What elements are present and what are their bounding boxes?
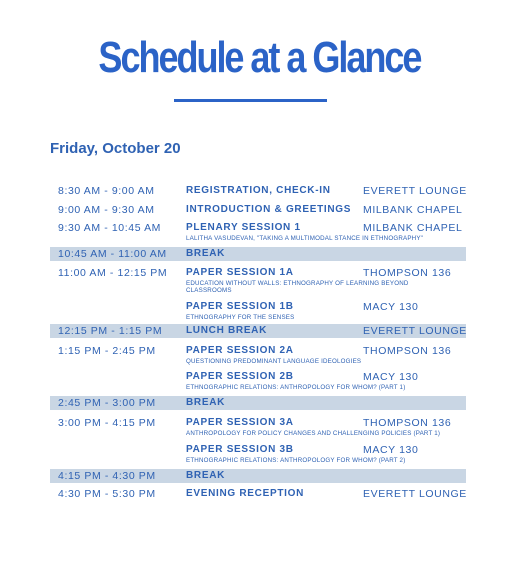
- row-detail: ETHNOGRAPHIC RELATIONS: ANTHROPOLOGY FOR WHOM? (PART 1): [186, 384, 406, 391]
- day-heading: Friday, October 20: [50, 140, 181, 157]
- schedule-row: [50, 266, 466, 294]
- schedule-row-break: [50, 324, 466, 338]
- row-time: 12:15 PM - 1:15 PM: [58, 325, 163, 337]
- row-detail: ETHNOGRAPHY FOR THE SENSES: [186, 314, 295, 321]
- row-detail: ETHNOGRAPHIC RELATIONS: ANTHROPOLOGY FOR WHOM? (PART 2): [186, 457, 406, 464]
- row-time: 10:45 AM - 11:00 AM: [58, 248, 167, 260]
- row-event: REGISTRATION, CHECK-IN: [186, 185, 331, 196]
- row-time: 1:15 PM - 2:45 PM: [58, 345, 156, 357]
- row-location: MACY 130: [363, 371, 419, 383]
- schedule-row: [50, 221, 466, 243]
- row-time: 4:30 PM - 5:30 PM: [58, 488, 156, 500]
- title-underline: [174, 99, 327, 102]
- row-time: 4:15 PM - 4:30 PM: [58, 470, 156, 482]
- row-time: 8:30 AM - 9:00 AM: [58, 185, 155, 197]
- row-event: LUNCH BREAK: [186, 325, 268, 336]
- row-location: THOMPSON 136: [363, 417, 452, 429]
- row-event: INTRODUCTION & GREETINGS: [186, 204, 352, 215]
- row-time: 3:00 PM - 4:15 PM: [58, 417, 156, 429]
- row-event: PAPER SESSION 3A: [186, 417, 294, 428]
- row-event: EVENING RECEPTION: [186, 488, 305, 499]
- row-event: PAPER SESSION 1B: [186, 301, 294, 312]
- row-event: PAPER SESSION 2B: [186, 371, 294, 382]
- row-event: PAPER SESSION 2A: [186, 345, 294, 356]
- row-location: MILBANK CHAPEL: [363, 204, 463, 216]
- row-event: PLENARY SESSION 1: [186, 222, 301, 233]
- page-title: Schedule at a Glance: [98, 33, 421, 82]
- schedule-row: [50, 344, 466, 366]
- row-location: MILBANK CHAPEL: [363, 222, 463, 234]
- row-time: 2:45 PM - 3:00 PM: [58, 397, 156, 409]
- schedule-row-break: [50, 247, 466, 261]
- row-time: 11:00 AM - 12:15 PM: [58, 267, 168, 279]
- schedule-row: [50, 184, 466, 198]
- schedule-row-break: [50, 396, 466, 410]
- row-event: PAPER SESSION 1A: [186, 267, 294, 278]
- schedule-row: [50, 300, 466, 322]
- row-location: EVERETT LOUNGE: [363, 185, 467, 197]
- schedule-row: [50, 443, 466, 465]
- row-detail: EDUCATION WITHOUT WALLS: ETHNOGRAPHY OF LEARNING BEYOND CLASSROOMS: [186, 280, 409, 294]
- row-event: BREAK: [186, 397, 226, 408]
- row-location: EVERETT LOUNGE: [363, 488, 467, 500]
- row-event: BREAK: [186, 470, 226, 481]
- schedule-row-break: [50, 469, 466, 483]
- row-location: EVERETT LOUNGE: [363, 325, 467, 337]
- row-location: THOMPSON 136: [363, 345, 452, 357]
- row-detail: LALITHA VASUDEVAN, "TAKING A MULTIMODAL STANCE IN ETHNOGRAPHY": [186, 235, 424, 242]
- row-detail: QUESTIONING PREDOMINANT LANGUAGE IDEOLOGIES: [186, 358, 362, 365]
- row-location: MACY 130: [363, 301, 419, 313]
- row-time: 9:00 AM - 9:30 AM: [58, 204, 155, 216]
- schedule-row: [50, 487, 466, 501]
- row-event: BREAK: [186, 248, 226, 259]
- row-detail: ANTHROPOLOGY FOR POLICY CHANGES AND CHALLENGING POLICIES (PART 1): [186, 430, 441, 437]
- row-event: PAPER SESSION 3B: [186, 444, 294, 455]
- row-location: THOMPSON 136: [363, 267, 452, 279]
- row-time: 9:30 AM - 10:45 AM: [58, 222, 162, 234]
- schedule-row: [50, 203, 466, 217]
- row-location: MACY 130: [363, 444, 419, 456]
- schedule-row: [50, 416, 466, 438]
- schedule-row: [50, 370, 466, 392]
